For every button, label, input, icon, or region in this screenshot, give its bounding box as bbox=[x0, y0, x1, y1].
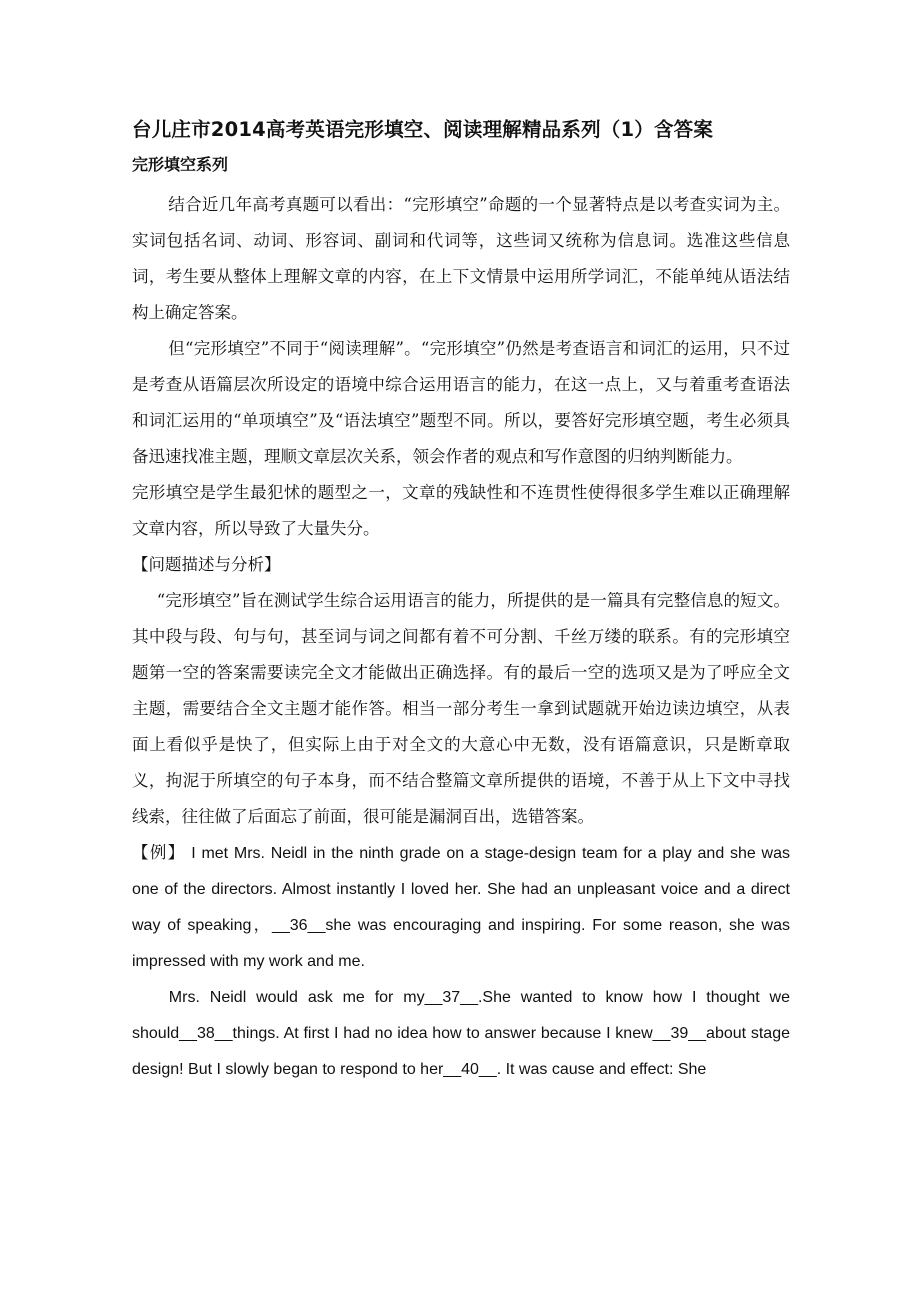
section-heading: 【问题描述与分析】 bbox=[132, 555, 281, 574]
intro-paragraph-2: 但“完形填空”不同于“阅读理解”。“完形填空”仍然是考查语言和词汇的运用，只不过是考查从语篇层次所设定的语境中综合运用语言的能力，在这一点上，又与着重考查语法和词汇运用的“单项填空”及“语法填空”题型不同。所以，要答好完形填空题，考生必须具备迅速找准主题，理顺文章层次关系，领会作者的观点和写作意图的归纳判断能力。 bbox=[132, 339, 790, 466]
document-title: 台儿庄市2014高考英语完形填空、阅读理解精品系列（1）含答案 bbox=[132, 118, 714, 141]
example-paragraph-2: Mrs. Neidl would ask me for my__37__.She wanted to know how I thought we should__38__things. At first I had no idea how to answer because I knew__39__about stage design! But I slowly began to respond to her__40__. It was cause and effect: She bbox=[132, 989, 790, 1078]
intro-paragraph-3: 完形填空是学生最犯怵的题型之一，文章的残缺性和不连贯性使得很多学生难以正确理解文章内容，所以导致了大量失分。 bbox=[132, 483, 790, 538]
example-text-1: I met Mrs. Neidl in the ninth grade on a stage-design team for a play and she was one of the directors. Almost instantly I loved her. She had an unpleasant voice and a direct way of speaking，__36__she was encouraging and inspiring. For some reason, she was impressed with my work and me. bbox=[132, 845, 790, 970]
example-paragraph-1 bbox=[132, 835, 790, 980]
section-subtitle: 完形填空系列 bbox=[132, 155, 229, 174]
example-label: 【例】 bbox=[132, 843, 186, 862]
analysis-paragraph: “完形填空”旨在测试学生综合运用语言的能力，所提供的是一篇具有完整信息的短文。其中段与段、句与句，甚至词与词之间都有着不可分割、千丝万缕的联系。有的完形填空题第一空的答案需要读完全文才能做出正确选择。有的最后一空的选项又是为了呼应全文主题，需要结合全文主题才能作答。相当一部分考生一拿到试题就开始边读边填空，从表面上看似乎是快了，但实际上由于对全文的大意心中无数，没有语篇意识，只是断章取义，拘泥于所填空的句子本身，而不结合整篇文章所提供的语境，不善于从上下文中寻找线索，往往做了后面忘了前面，很可能是漏洞百出，选错答案。 bbox=[132, 591, 790, 826]
intro-paragraph-1: 结合近几年高考真题可以看出：“完形填空”命题的一个显著特点是以考查实词为主。实词包括名词、动词、形容词、副词和代词等，这些词又统称为信息词。选准这些信息词，考生要从整体上理解文章的内容，在上下文情景中运用所学词汇，不能单纯从语法结构上确定答案。 bbox=[132, 195, 790, 322]
document-body bbox=[132, 115, 790, 1088]
